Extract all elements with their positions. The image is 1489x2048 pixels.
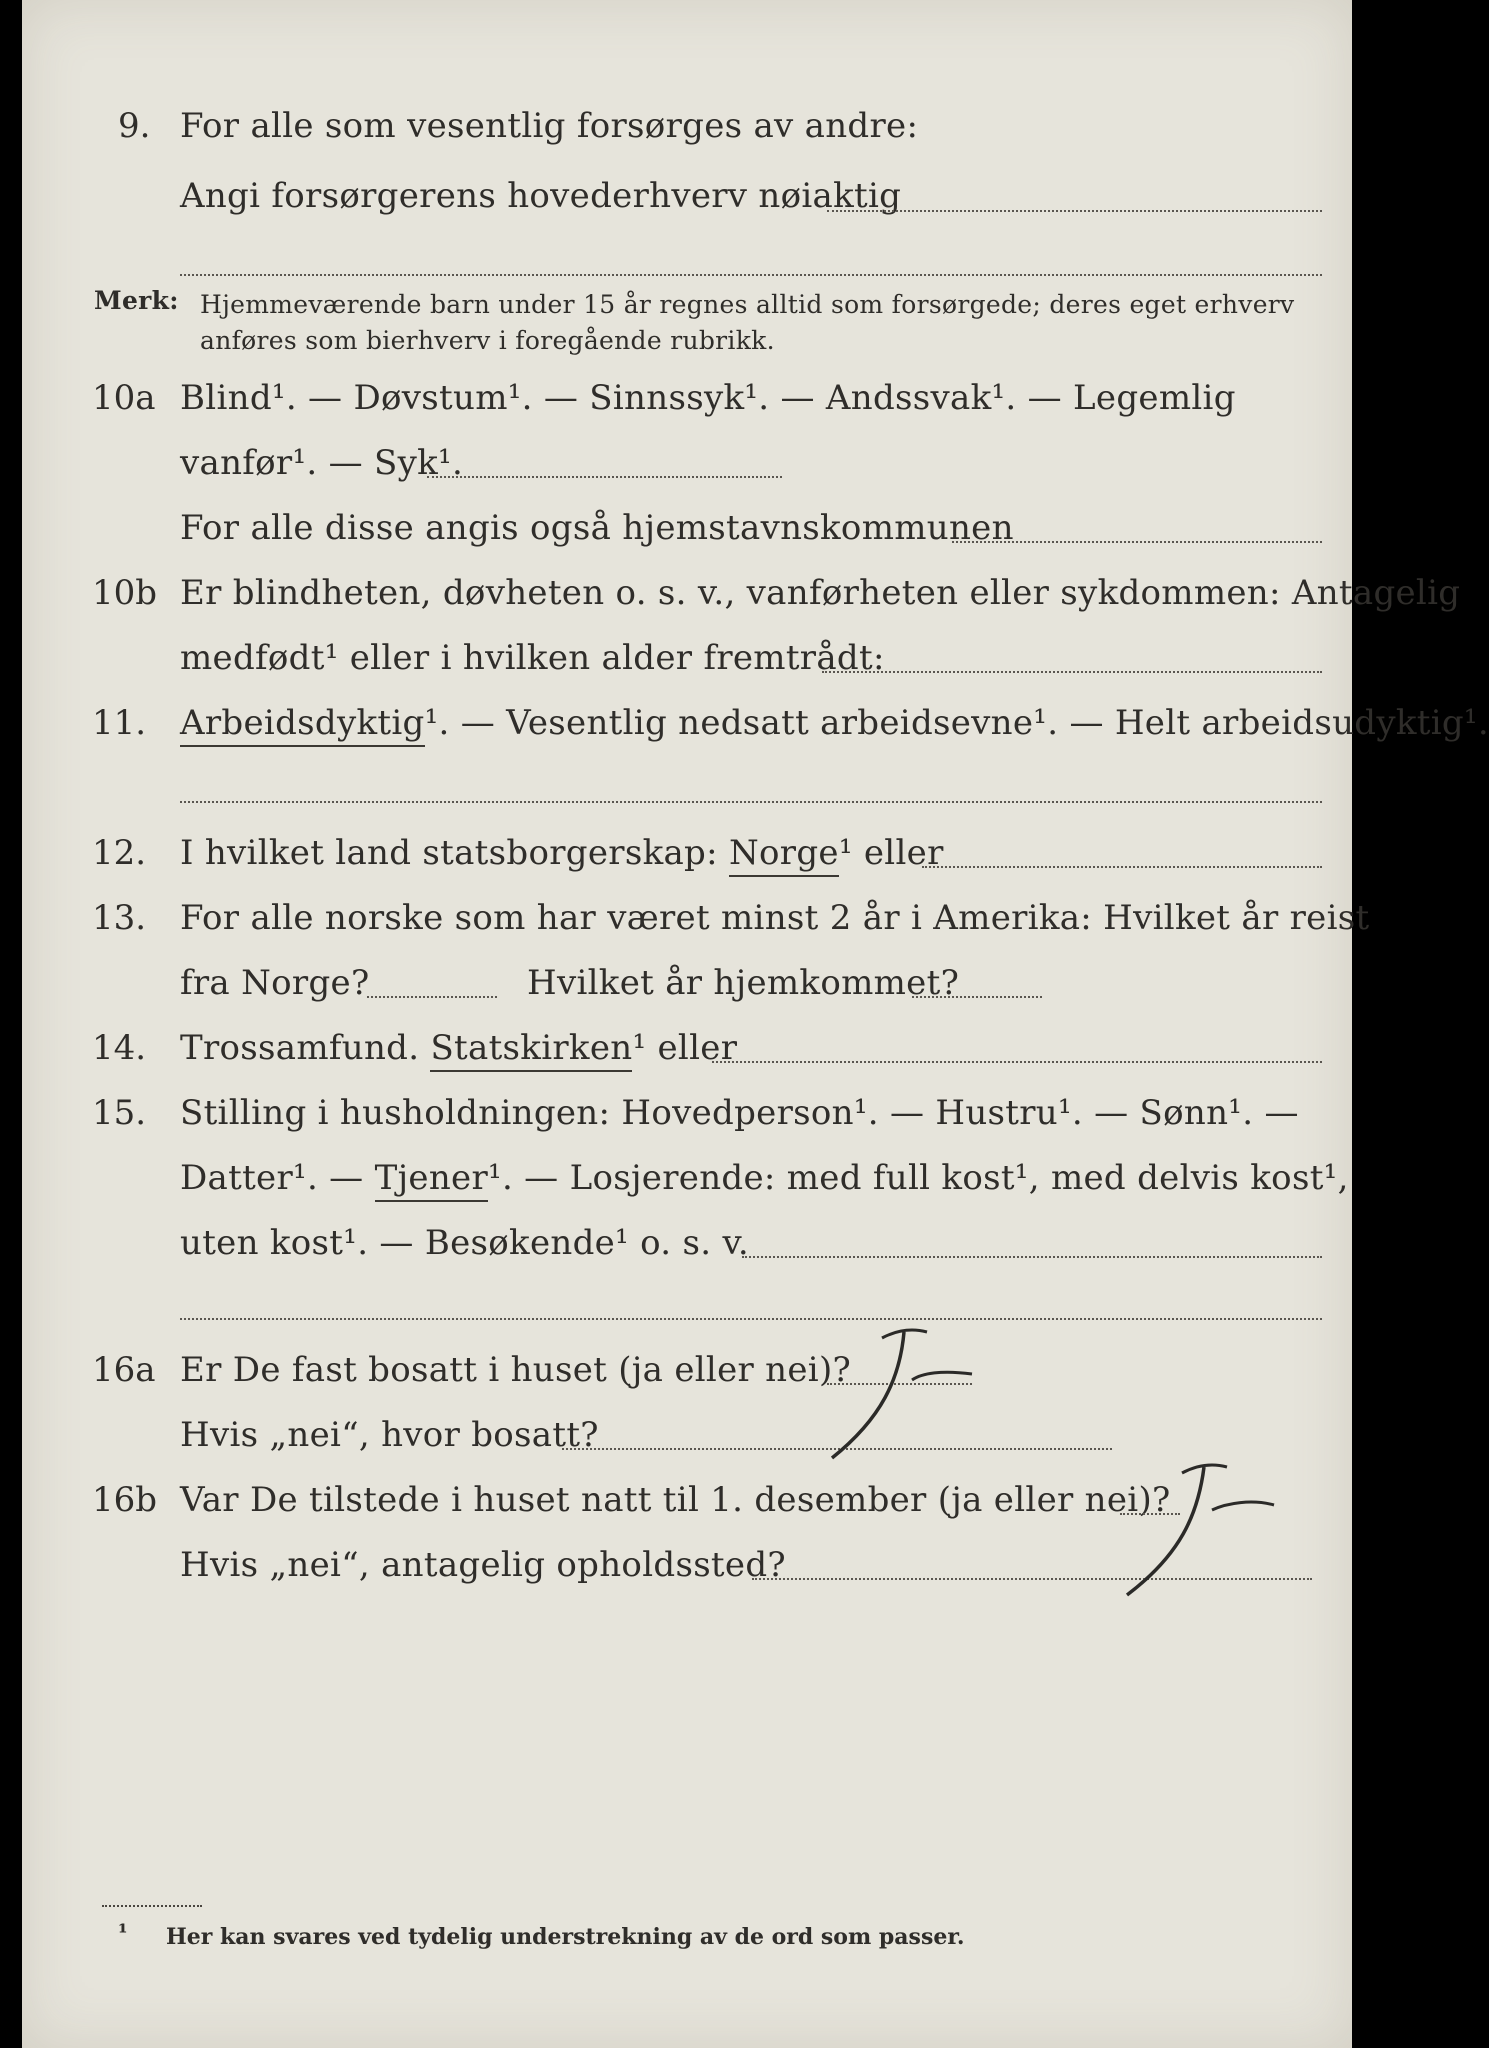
q10a-line3: For alle disse angis også hjemstavnskommunen (180, 508, 1014, 548)
q16a-number: 16a (92, 1350, 156, 1390)
q14-answer-line[interactable] (712, 1061, 1322, 1063)
q11-rest: ¹. — Vesentlig nedsatt arbeidsevne¹. — Helt arbeidsudyktig¹. (424, 703, 1489, 743)
q15-underlined-tjener: Tjener (375, 1158, 488, 1202)
q12-question: I hvilket land statsborgerskap: (180, 833, 718, 873)
q10a-line2: vanfør¹. — Syk¹. (180, 443, 464, 483)
q15-line2 (180, 1158, 1349, 1198)
q15-answer-line[interactable] (742, 1256, 1322, 1258)
q11-number: 11. (92, 703, 147, 743)
q11-answer-line[interactable] (180, 801, 1322, 803)
q10b-line2: medfødt¹ eller i hvilken alder fremtrådt: (180, 638, 885, 678)
q13-number: 13. (92, 898, 147, 938)
footnote-text: Her kan svares ved tydelig understrekning av de ord som passer. (166, 1924, 965, 1950)
q15-number: 15. (92, 1093, 147, 1133)
merk-label: Merk: (94, 286, 179, 315)
q10b-number: 10b (92, 573, 158, 613)
q13-line1: For alle norske som har været minst 2 år i Amerika: Hvilket år reist (180, 898, 1370, 938)
q16b-handwritten-answer-ja (1102, 1455, 1282, 1605)
q9-line1: For alle som vesentlig forsørges av andre: (180, 106, 919, 146)
q16a-handwritten-answer-ja (812, 1318, 982, 1468)
q15-line3: uten kost¹. — Besøkende¹ o. s. v. (180, 1223, 750, 1263)
q15-answer-line-2[interactable] (180, 1318, 1322, 1320)
q10b-line1: Er blindheten, døvheten o. s. v., vanførheten eller sykdommen: Antagelig (180, 573, 1461, 613)
q10a-syk-answer-line[interactable] (427, 476, 782, 478)
q11-line (180, 703, 1489, 743)
footnote-mark: ¹ (118, 1920, 128, 1946)
q12-line (180, 833, 944, 873)
q9-answer-line[interactable] (827, 210, 1322, 212)
footnote-separator (102, 1905, 202, 1907)
q16a-line1: Er De fast bosatt i huset (ja eller nei)? (180, 1350, 852, 1390)
q13-line2a: fra Norge? (180, 963, 370, 1003)
q12-answer-line[interactable] (922, 866, 1322, 868)
q10b-answer-line[interactable] (822, 671, 1322, 673)
q16b-line1: Var De tilstede i huset natt til 1. desember (ja eller nei)? (180, 1480, 1171, 1520)
q16a-line2: Hvis „nei“, hvor bosatt? (180, 1415, 599, 1455)
q12-post: ¹ eller (838, 833, 944, 873)
census-form-page (22, 0, 1489, 2048)
merk-line1: Hjemmeværende barn under 15 år regnes alltid som forsørgede; deres eget erhverv (200, 290, 1295, 319)
merk-line2: anføres som bierhverv i foregående rubrikk. (200, 326, 775, 355)
q16b-line2: Hvis „nei“, antagelig opholdssted? (180, 1545, 786, 1585)
q14-post: ¹ eller (632, 1028, 738, 1068)
q16b-number: 16b (92, 1480, 158, 1520)
q10a-number: 10a (92, 378, 156, 418)
q14-question: Trossamfund. (180, 1028, 420, 1068)
q15-line2a: Datter¹. — (180, 1158, 364, 1198)
q9-number: 9. (118, 106, 151, 146)
q10a-hjemstavn-answer-line[interactable] (952, 541, 1322, 543)
q14-line (180, 1028, 737, 1068)
q10a-line1: Blind¹. — Døvstum¹. — Sinnssyk¹. — Andssvak¹. — Legemlig (180, 378, 1236, 418)
q13-line2b: Hvilket år hjemkommet? (527, 963, 960, 1003)
q14-number: 14. (92, 1028, 147, 1068)
q15-line2b: ¹. — Losjerende: med full kost¹, med delvis kost¹, (488, 1158, 1349, 1198)
q9-line2: Angi forsørgerens hovederhverv nøiaktig (180, 176, 902, 216)
q15-line1: Stilling i husholdningen: Hovedperson¹. — Hustru¹. — Sønn¹. — (180, 1093, 1299, 1133)
q13-reist-answer-line[interactable] (367, 996, 497, 998)
q11-underlined-arbeidsdyktig: Arbeidsdyktig (180, 703, 425, 747)
q13-hjemkommet-answer-line[interactable] (912, 996, 1042, 998)
q14-underlined-statskirken: Statskirken (430, 1028, 632, 1072)
q12-number: 12. (92, 833, 147, 873)
q9-answer-line-2[interactable] (180, 274, 1322, 276)
q12-underlined-norge: Norge (729, 833, 839, 877)
